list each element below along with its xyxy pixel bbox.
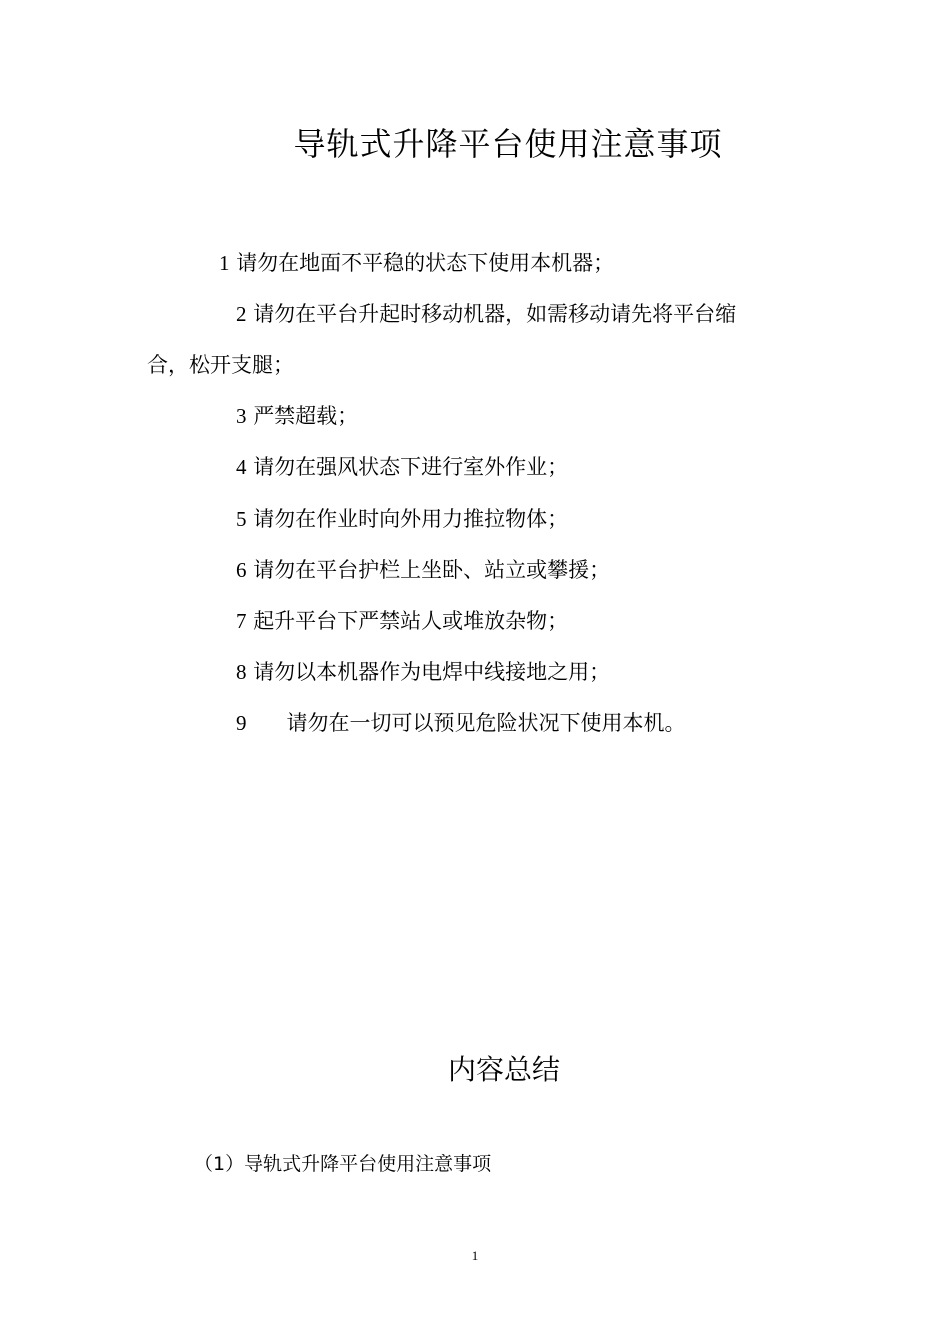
item-text: 请勿在作业时向外用力推拉物体；: [253, 507, 569, 531]
summary-item: [194, 1150, 491, 1178]
item-text: 严禁超载；: [253, 404, 359, 428]
item-text: 请勿在地面不平稳的状态下使用本机器；: [236, 251, 615, 275]
summary-item-text: 导轨式升降平台使用注意事项: [244, 1153, 492, 1175]
item-number: 8: [236, 660, 247, 684]
list-item: [236, 452, 568, 482]
item-text: 请勿以本机器作为电焊中线接地之用；: [253, 660, 611, 684]
item-number: 9: [236, 711, 247, 735]
list-item: [219, 248, 614, 278]
item-number: 1: [219, 251, 230, 275]
list-item: [236, 299, 736, 329]
list-item: [236, 606, 568, 636]
item-number: 2: [236, 302, 247, 326]
item-number: 3: [236, 404, 247, 428]
item-text: 请勿在强风状态下进行室外作业；: [253, 455, 569, 479]
item-number: 6: [236, 558, 247, 582]
list-item: [236, 657, 610, 687]
item-text: 合，松开支腿；: [147, 353, 294, 377]
summary-item-label: （1）: [194, 1153, 245, 1175]
list-item-continuation: [147, 350, 294, 380]
item-text: 请勿在一切可以预见危险状况下使用本机。: [286, 711, 686, 735]
item-text: 起升平台下严禁站人或堆放杂物；: [253, 609, 569, 633]
summary-heading: 内容总结: [447, 1053, 560, 1086]
item-number: 7: [236, 609, 247, 633]
list-item: [236, 708, 686, 738]
item-number: 4: [236, 455, 247, 479]
page-number: 1: [471, 1248, 479, 1263]
item-text: 请勿在平台升起时移动机器，如需移动请先将平台缩: [253, 302, 737, 326]
item-number: 5: [236, 507, 247, 531]
document-title: 导轨式升降平台使用注意事项: [293, 125, 723, 163]
item-text: 请勿在平台护栏上坐卧、站立或攀援；: [253, 558, 611, 582]
list-item: [236, 401, 358, 431]
list-item: [236, 555, 610, 585]
list-item: [236, 504, 568, 534]
